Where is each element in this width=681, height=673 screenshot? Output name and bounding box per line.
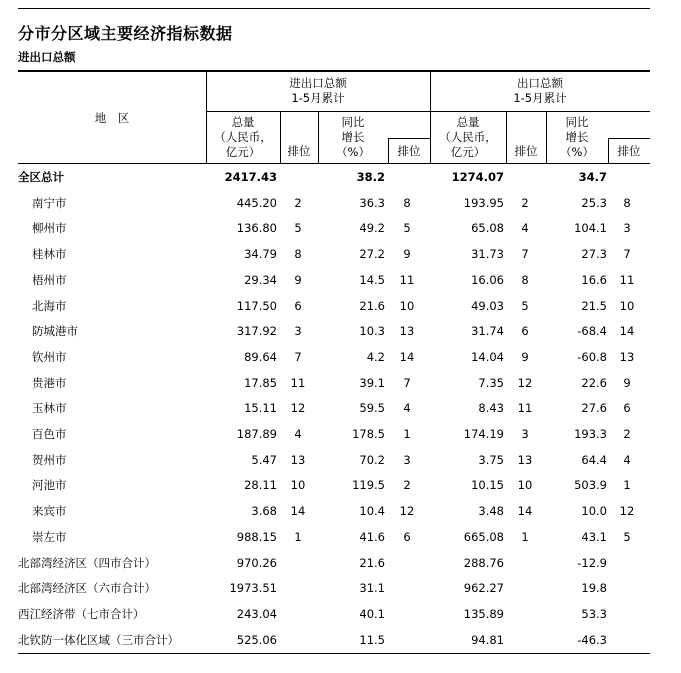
header-rule (206, 72, 207, 163)
header-rule (546, 111, 547, 163)
table-subtitle: 进出口总额 (18, 50, 76, 64)
cell-export: 16.06 (471, 272, 504, 287)
row-name: 全区总计 (18, 170, 64, 184)
cell-rank-yoy: 12 (399, 504, 415, 519)
cell-rank-export: 5 (521, 298, 529, 313)
cell-export: 174.19 (463, 427, 504, 441)
row-name: 玉林市 (32, 401, 67, 416)
cell-total: 3.68 (251, 504, 277, 519)
header-total: 总量 （人民币， 亿元） (214, 115, 272, 159)
table-row (0, 268, 681, 293)
cell-export: 94.81 (471, 632, 504, 647)
cell-yoy: 70.2 (359, 452, 385, 467)
cell-rank-export-yoy: 7 (623, 247, 631, 262)
cell-total: 988.15 (236, 529, 277, 544)
cell-export: 1274.07 (451, 170, 504, 184)
cell-yoy: 21.6 (359, 555, 385, 570)
table-top-border (18, 70, 650, 72)
cell-total: 29.34 (244, 272, 277, 287)
cell-export: 7.35 (478, 375, 504, 390)
cell-rank-export: 12 (517, 375, 533, 390)
cell-total: 5.47 (251, 452, 277, 467)
cell-export: 31.73 (471, 247, 504, 262)
cell-total: 243.04 (236, 606, 277, 621)
cell-rank-export-yoy: 12 (619, 504, 635, 519)
table-row (0, 551, 681, 576)
cell-rank-export: 2 (521, 195, 529, 210)
row-name: 北钦防一体化区域（三市合计） (18, 632, 179, 647)
cell-export-yoy: 27.6 (581, 401, 607, 416)
row-name: 崇左市 (32, 529, 67, 544)
cell-total: 28.11 (244, 478, 277, 493)
table-row (0, 191, 681, 216)
cell-export-yoy: 34.7 (578, 170, 607, 184)
header-rank: 排位 (397, 144, 421, 158)
table-row (0, 499, 681, 524)
cell-rank-export-yoy: 3 (623, 221, 631, 236)
cell-export-yoy: 27.3 (581, 247, 607, 262)
cell-export: 288.76 (463, 555, 504, 570)
header-rule (506, 111, 507, 163)
cell-export-yoy: -46.3 (577, 632, 607, 647)
header-rule (608, 138, 609, 163)
cell-export-yoy: 193.3 (574, 427, 607, 441)
cell-rank-total: 10 (290, 478, 306, 493)
table-row (0, 294, 681, 319)
cell-export-yoy: 16.6 (581, 272, 607, 287)
cell-yoy: 4.2 (366, 349, 385, 364)
cell-rank-total: 14 (290, 504, 306, 519)
cell-rank-export: 4 (521, 221, 529, 236)
cell-export: 65.08 (471, 221, 504, 236)
header-rule (280, 111, 281, 163)
cell-rank-yoy: 5 (403, 221, 411, 236)
cell-export-yoy: 64.4 (581, 452, 607, 467)
cell-rank-total: 5 (294, 221, 302, 236)
cell-export: 3.75 (478, 452, 504, 467)
row-name: 梧州市 (32, 272, 67, 287)
cell-rank-yoy: 2 (403, 478, 411, 493)
cell-yoy: 119.5 (352, 478, 385, 493)
cell-export: 3.48 (478, 504, 504, 519)
cell-rank-export-yoy: 1 (623, 478, 631, 493)
header-rule (430, 72, 431, 163)
cell-total: 17.85 (244, 375, 277, 390)
cell-yoy: 178.5 (352, 427, 385, 441)
cell-total: 117.50 (236, 298, 277, 313)
cell-yoy: 38.2 (356, 170, 385, 184)
cell-export: 14.04 (471, 349, 504, 364)
cell-yoy: 10.4 (359, 504, 385, 519)
cell-yoy: 40.1 (359, 606, 385, 621)
cell-rank-export-yoy: 10 (619, 298, 635, 313)
cell-rank-export-yoy: 4 (623, 452, 631, 467)
header-bottom-border (18, 163, 650, 164)
cell-yoy: 11.5 (359, 632, 385, 647)
cell-rank-export: 6 (521, 324, 529, 339)
cell-export-yoy: 53.3 (581, 606, 607, 621)
cell-rank-export: 13 (517, 452, 533, 467)
cell-rank-export: 3 (521, 427, 529, 441)
table-bottom-border (18, 653, 650, 654)
table-row (0, 473, 681, 498)
cell-yoy: 39.1 (359, 375, 385, 390)
table-row (0, 525, 681, 550)
cell-yoy: 36.3 (359, 195, 385, 210)
row-name: 北部湾经济区（六市合计） (18, 581, 156, 596)
row-name: 柳州市 (32, 221, 67, 236)
cell-export: 193.95 (463, 195, 504, 210)
header-export-total: 总量 （人民币， 亿元） (439, 115, 497, 159)
cell-rank-yoy: 4 (403, 401, 411, 416)
cell-total: 970.26 (236, 555, 277, 570)
cell-rank-yoy: 13 (399, 324, 415, 339)
top-divider (18, 8, 650, 9)
cell-rank-total: 4 (294, 427, 302, 441)
cell-total: 525.06 (236, 632, 277, 647)
cell-total: 89.64 (244, 349, 277, 364)
cell-export-yoy: 503.9 (574, 478, 607, 493)
cell-export: 31.74 (471, 324, 504, 339)
cell-rank-total: 1 (294, 529, 302, 544)
table-row (0, 396, 681, 421)
cell-export: 49.03 (471, 298, 504, 313)
row-name: 北部湾经济区（四市合计） (18, 555, 156, 570)
cell-export-yoy: 10.0 (581, 504, 607, 519)
cell-export-yoy: -12.9 (577, 555, 607, 570)
cell-rank-export-yoy: 11 (619, 272, 635, 287)
cell-export-yoy: 104.1 (574, 221, 607, 236)
header-rule (388, 138, 389, 163)
cell-rank-export: 7 (521, 247, 529, 262)
header-rank: 排位 (514, 144, 538, 158)
cell-rank-yoy: 10 (399, 298, 415, 313)
cell-export: 962.27 (463, 581, 504, 596)
cell-rank-export-yoy: 9 (623, 375, 631, 390)
cell-rank-yoy: 11 (399, 272, 415, 287)
cell-rank-yoy: 3 (403, 452, 411, 467)
cell-export: 135.89 (463, 606, 504, 621)
row-name: 贺州市 (32, 452, 67, 467)
cell-rank-export: 1 (521, 529, 529, 544)
cell-total: 15.11 (244, 401, 277, 416)
table-row (0, 165, 681, 190)
cell-rank-total: 2 (294, 195, 302, 210)
cell-rank-total: 11 (290, 375, 306, 390)
table-row (0, 448, 681, 473)
cell-yoy: 49.2 (359, 221, 385, 236)
cell-yoy: 14.5 (359, 272, 385, 287)
header-region: 地 区 (94, 111, 130, 125)
cell-rank-total: 7 (294, 349, 302, 364)
table-row (0, 602, 681, 627)
cell-export-yoy: 21.5 (581, 298, 607, 313)
cell-total: 136.80 (236, 221, 277, 236)
table-row (0, 345, 681, 370)
header-export-yoy: 同比 增长 （%） (560, 115, 594, 159)
cell-rank-total: 13 (290, 452, 306, 467)
cell-rank-export-yoy: 6 (623, 401, 631, 416)
cell-rank-export-yoy: 13 (619, 349, 635, 364)
row-name: 北海市 (32, 298, 67, 313)
cell-total: 317.92 (236, 324, 277, 339)
header-rule (318, 111, 319, 163)
cell-rank-yoy: 9 (403, 247, 411, 262)
cell-rank-total: 12 (290, 401, 306, 416)
cell-rank-export: 9 (521, 349, 529, 364)
cell-total: 187.89 (236, 427, 277, 441)
header-rule (206, 111, 650, 112)
cell-export-yoy: -68.4 (577, 324, 607, 339)
cell-yoy: 21.6 (359, 298, 385, 313)
cell-yoy: 41.6 (359, 529, 385, 544)
table-row (0, 576, 681, 601)
cell-total: 34.79 (244, 247, 277, 262)
header-group-export: 出口总额 1-5月累计 (513, 76, 567, 105)
cell-rank-export-yoy: 8 (623, 195, 631, 210)
row-name: 桂林市 (32, 247, 67, 262)
table-row (0, 319, 681, 344)
cell-rank-total: 8 (294, 247, 302, 262)
cell-rank-yoy: 8 (403, 195, 411, 210)
row-name: 西江经济带（七市合计） (18, 606, 145, 621)
table-row (0, 216, 681, 241)
table-row (0, 242, 681, 267)
cell-rank-total: 6 (294, 298, 302, 313)
cell-export: 665.08 (463, 529, 504, 544)
row-name: 钦州市 (32, 349, 67, 364)
cell-total: 2417.43 (224, 170, 277, 184)
header-group-import-export: 进出口总额 1-5月累计 (289, 76, 347, 105)
cell-rank-export-yoy: 14 (619, 324, 635, 339)
row-name: 百色市 (32, 427, 67, 441)
cell-yoy: 10.3 (359, 324, 385, 339)
cell-export-yoy: 25.3 (581, 195, 607, 210)
header-rank: 排位 (287, 144, 311, 158)
cell-export-yoy: 19.8 (581, 581, 607, 596)
cell-total: 445.20 (236, 195, 277, 210)
cell-rank-yoy: 14 (399, 349, 415, 364)
row-name: 河池市 (32, 478, 67, 493)
page-title: 分市分区域主要经济指标数据 (18, 24, 233, 43)
cell-export-yoy: 43.1 (581, 529, 607, 544)
cell-export-yoy: -60.8 (577, 349, 607, 364)
header-rule (608, 138, 650, 139)
cell-rank-yoy: 6 (403, 529, 411, 544)
cell-rank-export: 14 (517, 504, 533, 519)
table-row (0, 628, 681, 653)
cell-yoy: 31.1 (359, 581, 385, 596)
cell-rank-yoy: 7 (403, 375, 411, 390)
cell-rank-total: 9 (294, 272, 302, 287)
row-name: 来宾市 (32, 504, 67, 519)
cell-total: 1973.51 (229, 581, 277, 596)
table-row (0, 422, 681, 447)
cell-rank-export-yoy: 2 (623, 427, 631, 441)
cell-rank-export: 10 (517, 478, 533, 493)
row-name: 防城港市 (32, 324, 78, 339)
cell-export: 8.43 (478, 401, 504, 416)
cell-rank-export: 11 (517, 401, 533, 416)
cell-rank-export: 8 (521, 272, 529, 287)
cell-rank-export-yoy: 5 (623, 529, 631, 544)
cell-yoy: 59.5 (359, 401, 385, 416)
cell-export-yoy: 22.6 (581, 375, 607, 390)
cell-rank-yoy: 1 (403, 427, 411, 441)
cell-rank-total: 3 (294, 324, 302, 339)
cell-export: 10.15 (471, 478, 504, 493)
header-yoy: 同比 增长 （%） (336, 115, 370, 159)
row-name: 贵港市 (32, 375, 67, 390)
header-rule (388, 138, 430, 139)
header-rank: 排位 (617, 144, 641, 158)
cell-yoy: 27.2 (359, 247, 385, 262)
row-name: 南宁市 (32, 195, 67, 210)
table-row (0, 371, 681, 396)
